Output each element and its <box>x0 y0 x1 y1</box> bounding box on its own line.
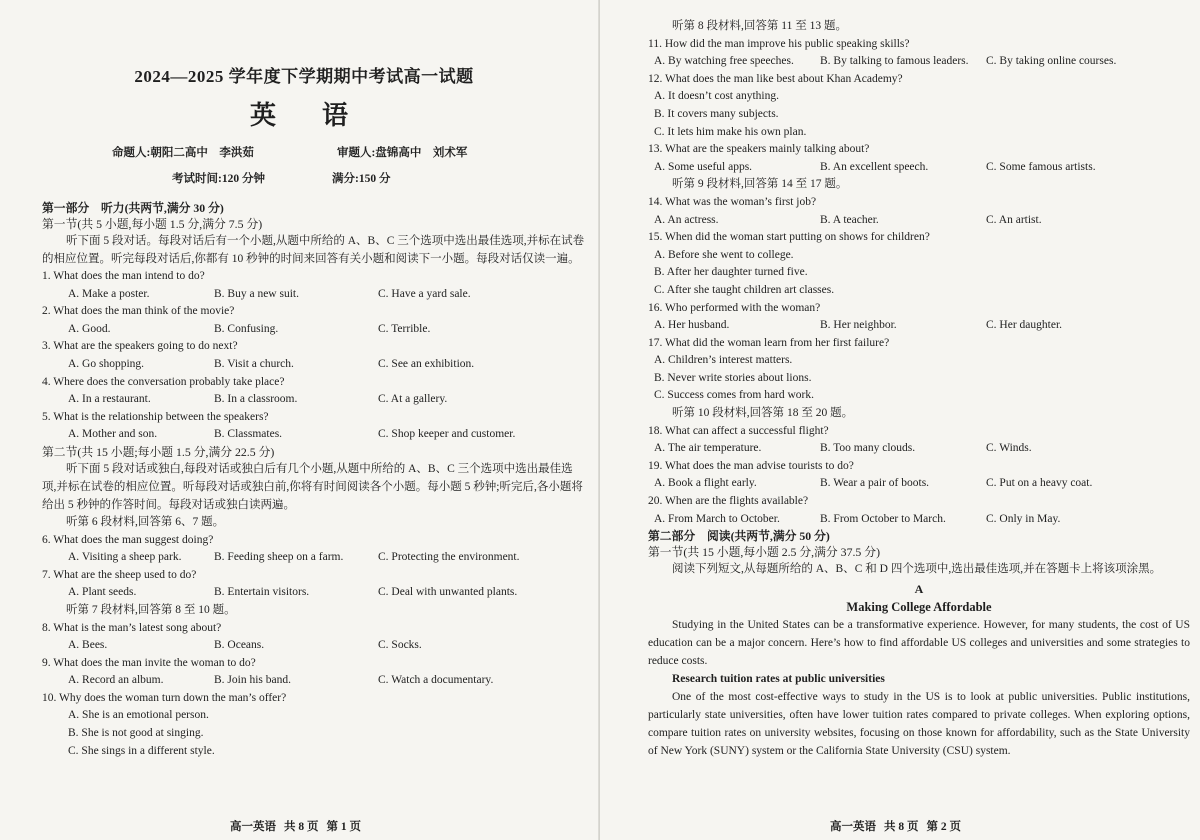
option-a: A. Visiting a sheep park. <box>68 551 182 564</box>
section2-instructions: 听下面 5 段对话或独白,每段对话或独白后有几个小题,从题中所给的 A、B、C 三个选项中选出最佳选项,并标在试卷的相应位置。听每段对话或独白前,你将有时间阅读各个小题。每小题 5 秒钟;听完后,各小题将给出 5 秒钟的作答时间。每段对话或独白读两遍。 <box>42 462 583 511</box>
option-c: C. She sings in a different style. <box>68 744 215 757</box>
option-c: C. Winds. <box>986 442 1032 455</box>
question-text: 5. What is the relationship between the speakers? <box>42 410 269 423</box>
option-a: A. Good. <box>68 322 111 335</box>
options-row <box>648 159 1190 177</box>
option-a: A. Go shopping. <box>68 357 145 370</box>
question-text: 4. Where does the conversation probably take place? <box>42 375 285 388</box>
exam-score: 满分:150 分 <box>332 173 391 185</box>
q16 <box>648 300 1190 335</box>
option-b: B. Never write stories about lions. <box>654 371 812 384</box>
article-paragraph-1: Studying in the United States can be a transformative experience. However, for many students, the cost of US education can be a major concern. Here’s how to find affordable US colleges and universities and some strategies to reduce costs. <box>648 619 1190 668</box>
q1 <box>42 268 586 303</box>
option-a: A. It doesn’t cost anything. <box>654 90 779 103</box>
q17 <box>648 335 1190 405</box>
question-text: 13. What are the speakers mainly talking about? <box>648 143 870 156</box>
option-c: C. By taking online courses. <box>986 55 1117 68</box>
question-text: 6. What does the man suggest doing? <box>42 533 214 546</box>
options-row <box>42 426 586 444</box>
q10 <box>42 690 586 760</box>
exam-meta <box>172 170 586 186</box>
options-row <box>648 317 1190 335</box>
question-text: 7. What are the sheep used to do? <box>42 568 197 581</box>
material-8-note: 听第 8 段材料,回答第 11 至 13 题。 <box>672 20 847 32</box>
footer-subject: 高一英语 <box>230 821 276 833</box>
option-b: B. It covers many subjects. <box>654 107 779 120</box>
article-letter: A <box>914 582 924 597</box>
option-a: A. Children’s interest matters. <box>654 354 793 367</box>
option-a: A. In a restaurant. <box>68 393 151 406</box>
q11 <box>648 36 1190 71</box>
footer-total-pages: 共 8 页 <box>884 821 919 833</box>
reviewer: 审题人:盘锦高中 刘术军 <box>337 147 468 159</box>
section1-heading: 第一节(共 5 小题,每小题 1.5 分,满分 7.5 分) <box>42 217 263 231</box>
question-text: 10. Why does the woman turn down the man’s offer? <box>42 691 287 704</box>
option-b: B. Join his band. <box>214 674 291 687</box>
option-b: B. By talking to famous leaders. <box>820 55 969 68</box>
option-c: C. See an exhibition. <box>378 357 475 370</box>
options-row <box>42 286 586 304</box>
option-b: B. Entertain visitors. <box>214 586 310 599</box>
option-a: A. Some useful apps. <box>654 160 753 173</box>
q7 <box>42 567 586 602</box>
authors-line <box>112 144 586 162</box>
option-c: C. Deal with unwanted plants. <box>378 586 518 599</box>
q8 <box>42 620 586 655</box>
option-c: C. Her daughter. <box>986 319 1063 332</box>
option-b: B. Feeding sheep on a farm. <box>214 551 344 564</box>
option-b: B. Classmates. <box>214 428 283 441</box>
option-a: A. Plant seeds. <box>68 586 137 599</box>
article-title: Making College Affordable <box>846 600 992 615</box>
q2 <box>42 303 586 338</box>
footer-subject: 高一英语 <box>830 821 876 833</box>
option-a: A. Record an album. <box>68 674 164 687</box>
option-b: B. She is not good at singing. <box>68 727 204 740</box>
question-text: 1. What does the man intend to do? <box>42 270 205 282</box>
question-text: 20. When are the flights available? <box>648 495 809 508</box>
material-7-note: 听第 7 段材料,回答第 8 至 10 题。 <box>66 603 236 616</box>
question-text: 15. When did the woman start putting on shows for children? <box>648 231 930 244</box>
q9 <box>42 655 586 690</box>
option-b: B. Buy a new suit. <box>214 287 299 300</box>
option-c: C. Terrible. <box>378 322 431 335</box>
options-row <box>42 356 586 374</box>
options-row <box>42 672 586 690</box>
question-text: 19. What does the man advise tourists to do? <box>648 459 854 472</box>
option-c: C. Put on a heavy coat. <box>986 477 1093 490</box>
options-row <box>42 549 586 567</box>
option-a: A. She is an emotional person. <box>68 709 209 722</box>
page-footer-right <box>830 818 969 834</box>
options-row <box>42 321 586 339</box>
footer-page-number: 第 1 页 <box>326 821 361 833</box>
part2-instructions: 阅读下列短文,从每题所给的 A、B、C 和 D 四个选项中,选出最佳选项,并在答题卡上将该项涂黑。 <box>672 563 1162 576</box>
options-row <box>648 212 1190 230</box>
q13 <box>648 141 1190 176</box>
part1-heading: 第一部分 听力(共两节,满分 30 分) <box>42 201 224 215</box>
question-text: 17. What did the woman learn from her first failure? <box>648 336 890 349</box>
page-right <box>600 0 1200 840</box>
article-subheading: Research tuition rates at public universities <box>672 673 885 686</box>
option-c: C. After she taught children art classes. <box>654 283 835 296</box>
option-a: A. By watching free speeches. <box>654 55 794 68</box>
option-a: A. Bees. <box>68 639 108 652</box>
q3 <box>42 338 586 373</box>
option-a: A. An actress. <box>654 213 719 226</box>
footer-page-number: 第 2 页 <box>926 821 961 833</box>
q6 <box>42 532 586 567</box>
option-a: A. Make a poster. <box>68 287 150 300</box>
option-b: B. In a classroom. <box>214 393 298 406</box>
question-text: 8. What is the man’s latest song about? <box>42 621 222 634</box>
option-b: B. From October to March. <box>820 512 946 525</box>
options-row <box>648 440 1190 458</box>
setter: 命题人:朝阳二高中 李洪茹 <box>112 147 254 159</box>
option-c: C. It lets him make his own plan. <box>654 125 807 138</box>
option-b: B. Confusing. <box>214 322 279 335</box>
q12 <box>648 71 1190 141</box>
question-text: 3. What are the speakers going to do next? <box>42 340 238 353</box>
question-text: 14. What was the woman’s first job? <box>648 195 817 208</box>
question-text: 9. What does the man invite the woman to do? <box>42 656 256 669</box>
question-text: 18. What can affect a successful flight? <box>648 424 829 437</box>
option-b: B. A teacher. <box>820 213 879 226</box>
option-c: C. Only in May. <box>986 512 1061 525</box>
option-c: C. An artist. <box>986 213 1042 226</box>
option-a: A. Mother and son. <box>68 428 158 441</box>
option-c: C. Success comes from hard work. <box>654 389 815 402</box>
option-b: B. Wear a pair of boots. <box>820 477 930 490</box>
q14 <box>648 194 1190 229</box>
option-c: C. Have a yard sale. <box>378 287 471 300</box>
option-b: B. After her daughter turned five. <box>654 266 808 279</box>
option-c: C. At a gallery. <box>378 393 448 406</box>
option-a: A. Book a flight early. <box>654 477 757 490</box>
subject-title: 英 语 <box>249 101 358 130</box>
q5 <box>42 409 586 444</box>
option-a: A. Her husband. <box>654 319 730 332</box>
part2-heading: 第二部分 阅读(共两节,满分 50 分) <box>648 529 830 544</box>
option-b: B. Visit a church. <box>214 357 294 370</box>
option-b: B. Her neighbor. <box>820 319 897 332</box>
page-footer-left <box>230 818 369 834</box>
section2-heading: 第二节(共 15 小题;每小题 1.5 分,满分 22.5 分) <box>42 444 275 459</box>
options-row <box>648 511 1190 529</box>
option-a: A. The air temperature. <box>654 442 762 455</box>
question-text: 2. What does the man think of the movie? <box>42 305 235 318</box>
material-10-note: 听第 10 段材料,回答第 18 至 20 题。 <box>672 407 854 420</box>
footer-total-pages: 共 8 页 <box>284 821 319 833</box>
part2-section1-heading: 第一节(共 15 小题,每小题 2.5 分,满分 37.5 分) <box>648 545 880 560</box>
option-b: B. Oceans. <box>214 639 265 652</box>
option-c: C. Socks. <box>378 639 422 652</box>
option-a: A. Before she went to college. <box>654 248 794 261</box>
exam-time: 考试时间:120 分钟 <box>172 173 265 185</box>
article-paragraph-2: One of the most cost-effective ways to study in the US is to look at public universities. Public institutions, particularly state universities, often have lower tuition rates compared to private colleges. When exploring options, compare tuition rates on university websites, focusing on those known for affordability, such as the State University of New York (SUNY) system or the California State University (CSU) system. <box>648 691 1190 758</box>
exam-title: 2024—2025 学年度下学期期中考试高一试题 <box>134 67 474 86</box>
option-c: C. Some famous artists. <box>986 160 1096 173</box>
options-row <box>42 584 586 602</box>
options-row <box>42 637 586 655</box>
q20 <box>648 493 1190 528</box>
material-6-note: 听第 6 段材料,回答第 6、7 题。 <box>66 515 225 528</box>
options-row <box>42 391 586 409</box>
question-text: 12. What does the man like best about Khan Academy? <box>648 72 903 85</box>
section1-instructions: 听下面 5 段对话。每段对话后有一个小题,从题中所给的 A、B、C 三个选项中选出最佳选项,并标在试卷的相应位置。听完每段对话后,你都有 10 秒钟的时间来回答有关小题和阅读下一小题。每段对话仅读一遍。 <box>42 235 585 265</box>
option-b: B. Too many clouds. <box>820 442 916 455</box>
q19 <box>648 458 1190 493</box>
q15 <box>648 229 1190 299</box>
q18 <box>648 423 1190 458</box>
question-text: 16. Who performed with the woman? <box>648 301 821 314</box>
q4 <box>42 374 586 409</box>
options-row <box>648 475 1190 493</box>
options-row <box>648 53 1190 71</box>
option-c: C. Shop keeper and customer. <box>378 428 516 441</box>
option-b: B. An excellent speech. <box>820 160 929 173</box>
question-text: 11. How did the man improve his public speaking skills? <box>648 37 910 50</box>
option-c: C. Watch a documentary. <box>378 674 494 687</box>
option-c: C. Protecting the environment. <box>378 551 520 564</box>
option-a: A. From March to October. <box>654 512 780 525</box>
material-9-note: 听第 9 段材料,回答第 14 至 17 题。 <box>672 178 848 191</box>
